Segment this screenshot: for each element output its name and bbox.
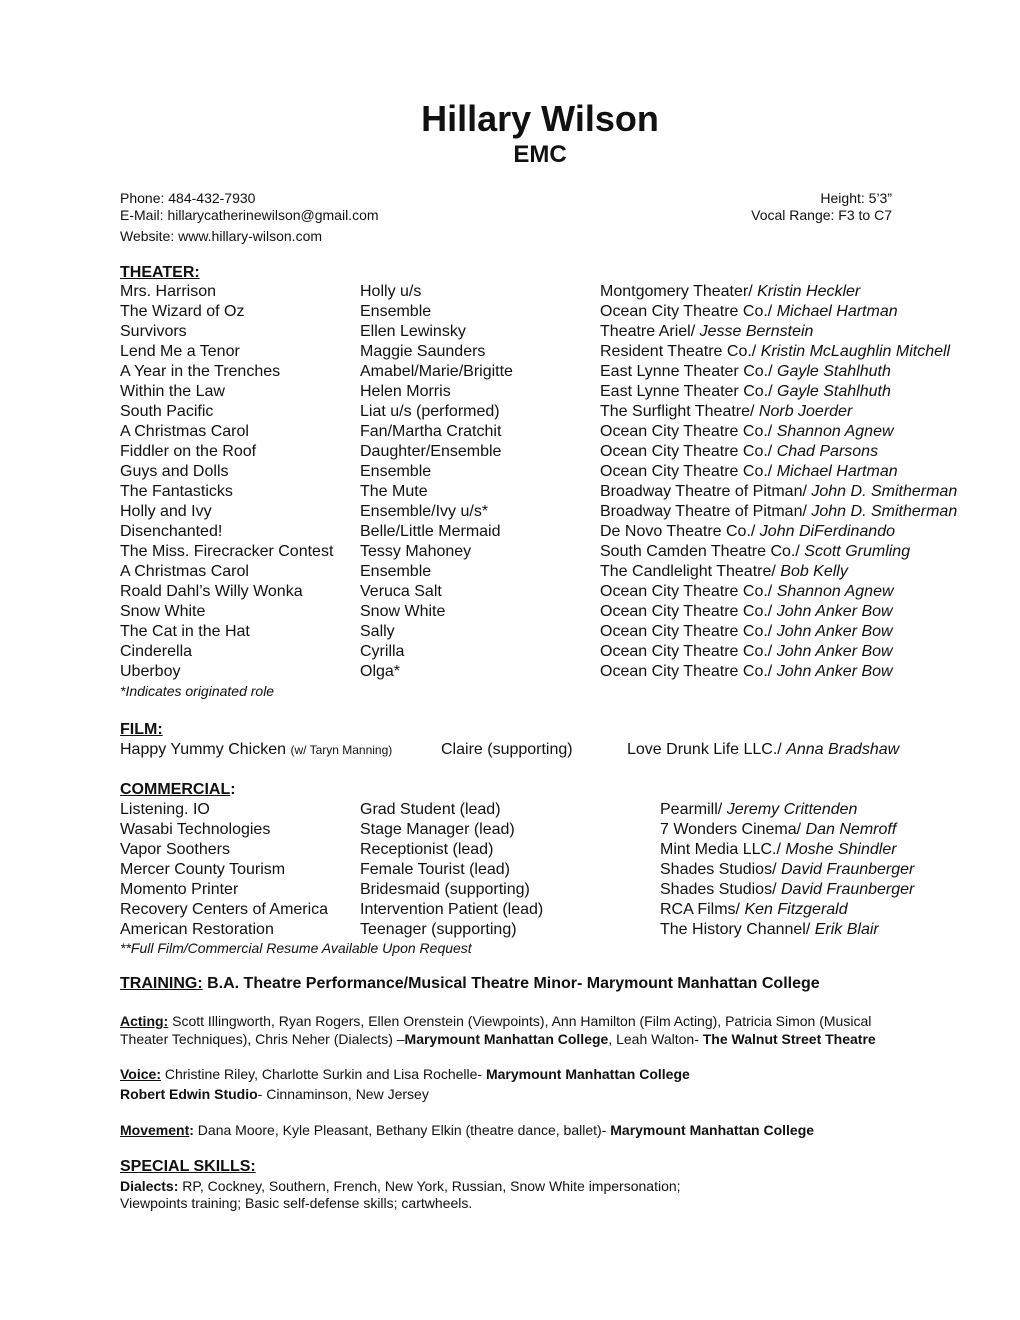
director: Jeremy Crittenden — [726, 801, 858, 818]
role: Holly u/s — [360, 283, 422, 300]
degree: B.A. Theatre Performance/Musical Theatre Minor- Marymount Manhattan College — [207, 975, 820, 992]
company-director — [600, 283, 860, 301]
director: John D. Smitherman — [811, 483, 958, 500]
email: E-Mail: hillarycatherinewilson@gmail.com — [120, 207, 379, 223]
company-director — [660, 801, 857, 819]
client: Listening. IO — [120, 801, 210, 818]
director: John DiFerdinando — [759, 523, 895, 540]
director: Gayle Stahlhuth — [777, 363, 891, 380]
company-director — [600, 583, 894, 601]
show-title: Holly and Ivy — [120, 503, 212, 520]
company-director — [600, 483, 957, 501]
director: John Anker Bow — [776, 603, 893, 620]
show-title: Uberboy — [120, 663, 181, 680]
show-title: Lend Me a Tenor — [120, 343, 240, 360]
company: Broadway Theatre of Pitman/ — [600, 483, 807, 500]
company: RCA Films/ — [660, 901, 740, 918]
show-title: Snow White — [120, 603, 206, 620]
company-director — [600, 603, 893, 621]
role: Receptionist (lead) — [360, 841, 494, 858]
director: Chad Parsons — [776, 443, 879, 460]
show-title: The Fantasticks — [120, 483, 233, 500]
director: Kristin Heckler — [757, 283, 861, 300]
director: John D. Smitherman — [811, 503, 958, 520]
dialects: Dialects: RP, Cockney, Southern, French, New York, Russian, Snow White impersonation; — [120, 1178, 681, 1194]
company: Theatre Ariel/ — [600, 323, 696, 340]
role: Intervention Patient (lead) — [360, 901, 544, 918]
company: South Camden Theatre Co./ — [600, 543, 800, 560]
show-title: A Christmas Carol — [120, 423, 249, 440]
role: Female Tourist (lead) — [360, 861, 510, 878]
show-title: Fiddler on the Roof — [120, 443, 257, 460]
director: Bob Kelly — [780, 563, 848, 580]
company: Ocean City Theatre Co./ — [600, 463, 773, 480]
company: Pearmill/ — [660, 801, 723, 818]
other-skills: Viewpoints training; Basic self-defense skills; cartwheels. — [120, 1195, 473, 1211]
training-heading: TRAINING: — [120, 975, 203, 992]
role: Olga* — [360, 663, 401, 680]
voice-studio: Robert Edwin Studio- Cinnaminson, New Jersey — [120, 1086, 429, 1102]
company-director — [600, 343, 950, 361]
company: East Lynne Theater Co./ — [600, 383, 773, 400]
resume-request-note: **Full Film/Commercial Resume Available Upon Request — [120, 940, 472, 956]
role: Ensemble — [360, 303, 432, 320]
originated-role-note: *Indicates originated role — [120, 683, 275, 699]
role: Ensemble — [360, 563, 432, 580]
company: The Surflight Theatre/ — [600, 403, 755, 420]
role: Sally — [360, 623, 395, 640]
client: Momento Printer — [120, 881, 239, 898]
company: Ocean City Theatre Co./ — [600, 303, 773, 320]
company-director — [600, 563, 848, 581]
company: Broadway Theatre of Pitman/ — [600, 503, 807, 520]
company-director — [600, 463, 898, 481]
role: The Mute — [360, 483, 428, 500]
company-director — [600, 623, 893, 641]
film-company: Love Drunk Life LLC./ Anna Bradshaw — [627, 741, 900, 758]
show-title: Mrs. Harrison — [120, 283, 217, 300]
director: Dan Nemroff — [805, 821, 897, 838]
role: Ensemble — [360, 463, 432, 480]
film-heading: FILM: — [120, 721, 163, 738]
show-title: Cinderella — [120, 643, 193, 660]
height: Height: 5’3” — [820, 190, 892, 206]
show-title: The Miss. Firecracker Contest — [120, 543, 334, 560]
company-director — [600, 523, 895, 541]
director: Jesse Bernstein — [699, 323, 814, 340]
role: Stage Manager (lead) — [360, 821, 515, 838]
director: Gayle Stahlhuth — [777, 383, 891, 400]
director: David Fraunberger — [780, 881, 915, 898]
role: Amabel/Marie/Brigitte — [360, 363, 513, 380]
director: John Anker Bow — [776, 643, 893, 660]
training-line — [120, 975, 820, 993]
company-director — [600, 303, 898, 321]
role: Liat u/s (performed) — [360, 403, 500, 420]
acting-training-cont: Theater Techniques), Chris Neher (Dialects) –Marymount Manhattan College, Leah Walton- The Walnut Street Theatre — [120, 1031, 876, 1047]
film-role: Claire (supporting) — [441, 741, 573, 758]
show-title: Within the Law — [120, 383, 225, 400]
role: Snow White — [360, 603, 446, 620]
director: Moshe Shindler — [785, 841, 897, 858]
director: Norb Joerder — [758, 403, 853, 420]
voice-training: Voice: Christine Riley, Charlotte Surkin and Lisa Rochelle- Marymount Manhattan College — [120, 1066, 690, 1082]
director: Erik Blair — [814, 921, 879, 938]
role: Teenager (supporting) — [360, 921, 517, 938]
acting-training: Acting: Scott Illingworth, Ryan Rogers, Ellen Orenstein (Viewpoints), Ann Hamilton (Film Acting), Patricia Simon (Musical — [120, 1013, 872, 1029]
company: Ocean City Theatre Co./ — [600, 623, 773, 640]
show-title: The Wizard of Oz — [120, 303, 245, 320]
director: David Fraunberger — [780, 861, 915, 878]
company-director — [600, 423, 894, 441]
client: Wasabi Technologies — [120, 821, 271, 838]
director: John Anker Bow — [776, 623, 893, 640]
role: Belle/Little Mermaid — [360, 523, 501, 540]
director: Shannon Agnew — [776, 583, 894, 600]
role: Ensemble/Ivy u/s* — [360, 503, 489, 520]
show-title: Guys and Dolls — [120, 463, 229, 480]
company: The Candlelight Theatre/ — [600, 563, 776, 580]
role: Cyrilla — [360, 643, 405, 660]
show-title: Roald Dahl’s Willy Wonka — [120, 583, 303, 600]
show-title: A Year in the Trenches — [120, 363, 281, 380]
director: Michael Hartman — [776, 463, 898, 480]
company: The History Channel/ — [660, 921, 811, 938]
company-director — [660, 901, 848, 919]
company: Ocean City Theatre Co./ — [600, 643, 773, 660]
show-title: A Christmas Carol — [120, 563, 249, 580]
client: Vapor Soothers — [120, 841, 230, 858]
company-director — [660, 921, 879, 939]
company-director — [600, 323, 813, 341]
company: Shades Studios/ — [660, 881, 777, 898]
company: Ocean City Theatre Co./ — [600, 663, 773, 680]
vocal-range: Vocal Range: F3 to C7 — [751, 207, 892, 223]
director: Michael Hartman — [776, 303, 898, 320]
company: Ocean City Theatre Co./ — [600, 423, 773, 440]
role: Maggie Saunders — [360, 343, 486, 360]
director: Ken Fitzgerald — [744, 901, 848, 918]
company: East Lynne Theater Co./ — [600, 363, 773, 380]
role: Daughter/Ensemble — [360, 443, 502, 460]
client: Recovery Centers of America — [120, 901, 329, 918]
company: De Novo Theatre Co./ — [600, 523, 756, 540]
role: Ellen Lewinsky — [360, 323, 466, 340]
company-director — [600, 383, 891, 401]
client: Mercer County Tourism — [120, 861, 286, 878]
role: Grad Student (lead) — [360, 801, 501, 818]
company: Montgomery Theater/ — [600, 283, 753, 300]
client: American Restoration — [120, 921, 274, 938]
company-director — [660, 841, 897, 859]
company-director — [600, 363, 891, 381]
show-title: Disenchanted! — [120, 523, 223, 540]
company-director — [600, 643, 893, 661]
movement-training: Movement: Dana Moore, Kyle Pleasant, Bethany Elkin (theatre dance, ballet)- Marymount Manhattan College — [120, 1122, 815, 1138]
commercial-heading: COMMERCIAL: — [120, 781, 236, 798]
company-director — [660, 821, 896, 839]
company: Ocean City Theatre Co./ — [600, 603, 773, 620]
company-director — [600, 403, 852, 421]
role: Veruca Salt — [360, 583, 442, 600]
show-title: Survivors — [120, 323, 187, 340]
company-director — [660, 881, 914, 899]
film-title: Happy Yummy Chicken (w/ Taryn Manning) — [120, 741, 393, 758]
company-director — [600, 543, 910, 561]
company: Shades Studios/ — [660, 861, 777, 878]
company: 7 Wonders Cinema/ — [660, 821, 802, 838]
role: Fan/Martha Cratchit — [360, 423, 502, 440]
show-title: South Pacific — [120, 403, 214, 420]
company: Ocean City Theatre Co./ — [600, 443, 773, 460]
company-director — [600, 503, 957, 521]
show-title: The Cat in the Hat — [120, 623, 250, 640]
director: John Anker Bow — [776, 663, 893, 680]
company: Mint Media LLC./ — [660, 841, 781, 858]
phone: Phone: 484-432-7930 — [120, 190, 256, 206]
director: Scott Grumling — [804, 543, 911, 560]
role: Helen Morris — [360, 383, 451, 400]
theater-heading: THEATER: — [120, 264, 200, 281]
special-skills-heading: SPECIAL SKILLS: — [120, 1158, 256, 1175]
company: Resident Theatre Co./ — [600, 343, 757, 360]
union-status: EMC — [513, 141, 567, 168]
company-director — [600, 443, 878, 461]
company-director — [600, 663, 893, 681]
role: Bridesmaid (supporting) — [360, 881, 530, 898]
website: Website: www.hillary-wilson.com — [120, 228, 323, 244]
resume-name: Hillary Wilson — [421, 98, 659, 139]
role: Tessy Mahoney — [360, 543, 472, 560]
director: Shannon Agnew — [776, 423, 894, 440]
company: Ocean City Theatre Co./ — [600, 583, 773, 600]
director: Kristin McLaughlin Mitchell — [760, 343, 951, 360]
company-director — [660, 861, 914, 879]
